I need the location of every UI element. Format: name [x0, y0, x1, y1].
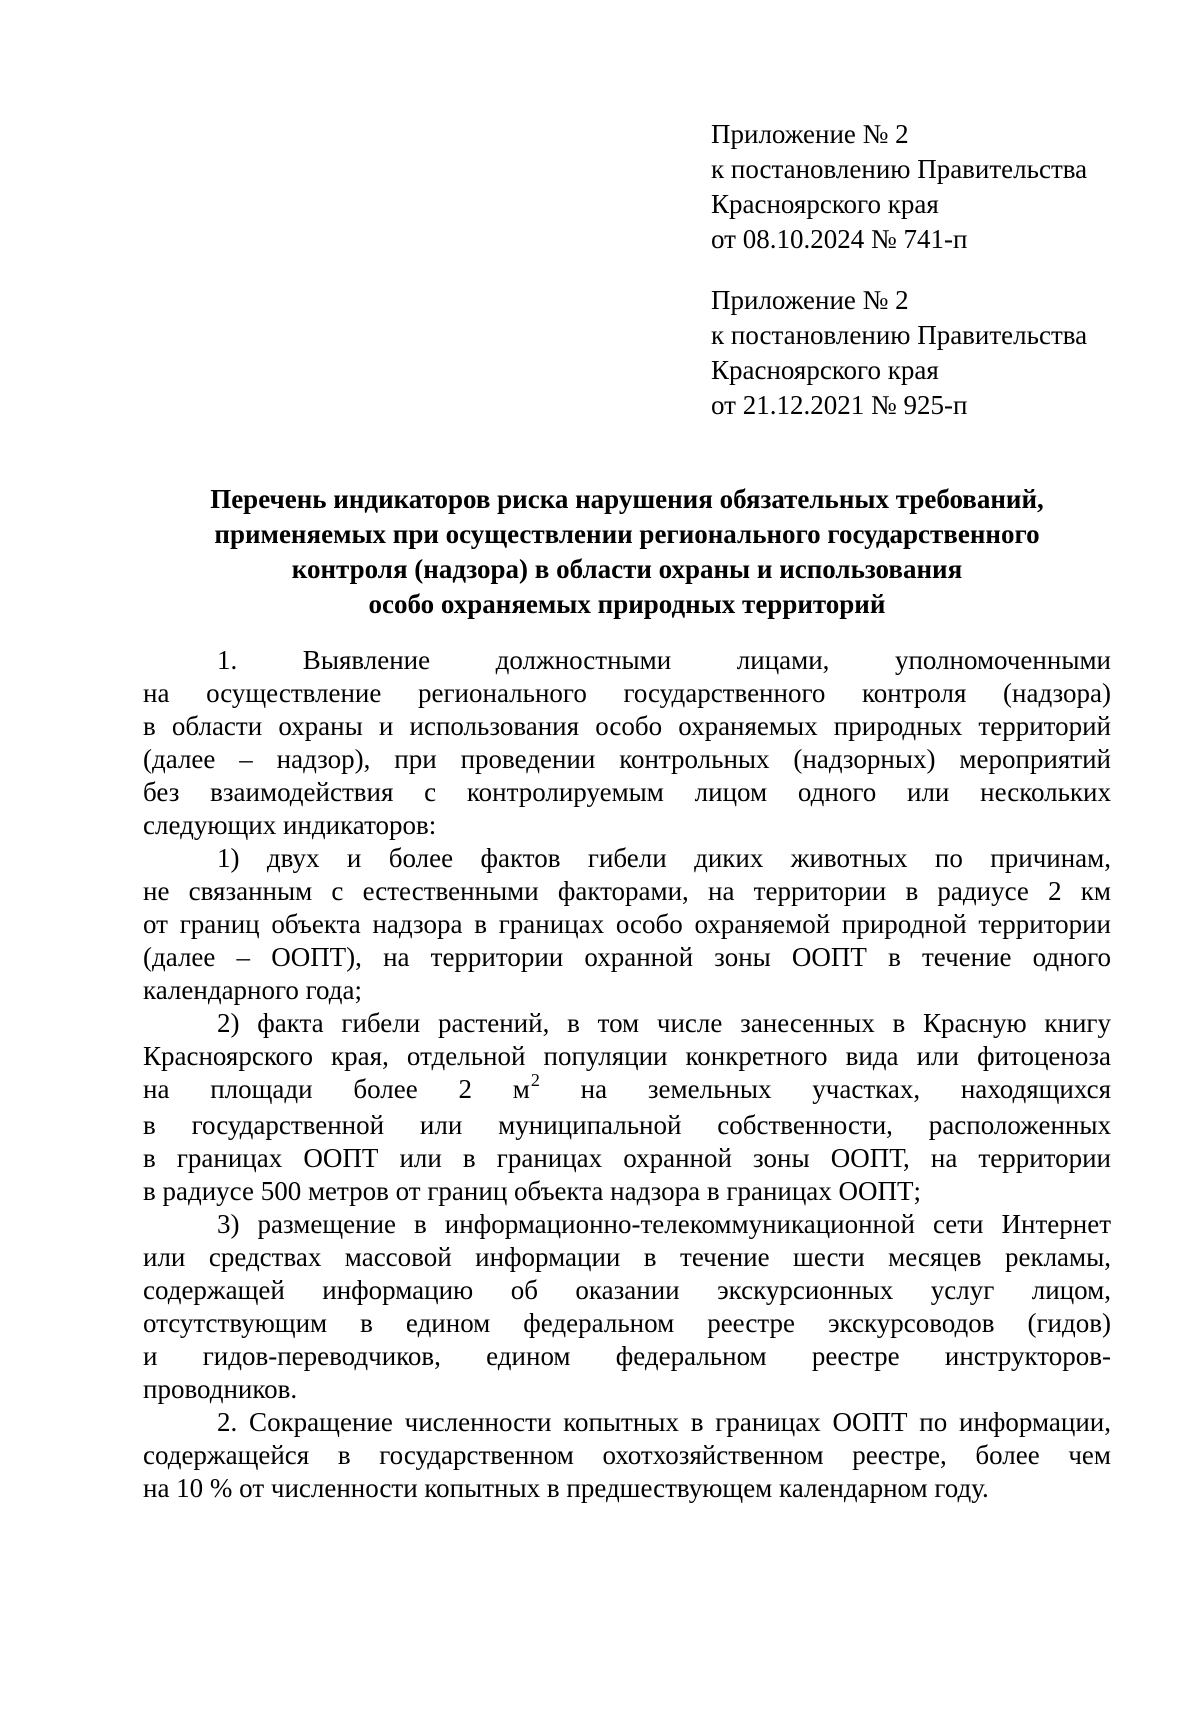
paragraph-line: 2. Сокращение численности копытных в границах ООПТ по информации,: [217, 1407, 1111, 1437]
paragraph-line: в границах ООПТ или в границах охранной зоны ООПТ, на территории: [143, 1143, 1111, 1173]
paragraph-line: от границ объекта надзора в границах особо охраняемой природной территории: [143, 909, 1111, 939]
appendix-line: к постановлению Правительства: [711, 320, 1088, 350]
paragraph-line: следующих индикаторов:: [143, 810, 437, 840]
paragraph-line: в государственной или муниципальной собственности, расположенных: [143, 1110, 1111, 1140]
area-text: на площади более 2 м: [143, 1074, 530, 1104]
document-title: [140, 482, 1114, 622]
paragraph-line: содержащейся в государственном охотхозяйственном реестре, более чем: [143, 1440, 1111, 1470]
area-text-tail: на земельных участках, находящихся: [580, 1074, 1111, 1104]
paragraph-line: на осуществление регионального государственного контроля (надзора): [143, 678, 1111, 708]
paragraph-line: Красноярского края, отдельной популяции конкретного вида или фитоценоза: [143, 1041, 1111, 1071]
list-item-1: [143, 842, 1111, 1007]
title-line: применяемых при осуществлении регионального государственного: [214, 519, 1040, 549]
paragraph-line: и гидов-переводчиков, едином федеральном реестре инструкторов-: [143, 1341, 1111, 1371]
paragraph-line: отсутствующим в едином федеральном реестре экскурсоводов (гидов): [143, 1308, 1111, 1338]
title-line: Перечень индикаторов риска нарушения обязательных требований,: [210, 484, 1044, 514]
appendix-line: Красноярского края: [711, 355, 939, 385]
title-line: особо охраняемых природных территорий: [368, 589, 886, 619]
appendix-reference-2024: [711, 117, 1151, 257]
paragraph-line: без взаимодействия с контролируемым лицом одного или нескольких: [143, 777, 1111, 807]
appendix-line: Красноярского края: [711, 189, 939, 219]
appendix-line: от 21.12.2021 № 925-п: [711, 390, 968, 420]
paragraph-line: 2) факта гибели растений, в том числе занесенных в Красную книгу: [217, 1008, 1111, 1038]
list-item-2: [143, 1007, 1111, 1208]
appendix-line: к постановлению Правительства: [711, 154, 1088, 184]
paragraph-line: проводников.: [143, 1374, 298, 1404]
paragraph-line: (далее – надзор), при проведении контрольных (надзорных) мероприятий: [143, 744, 1111, 774]
title-line: контроля (надзора) в области охраны и использования: [291, 554, 963, 584]
appendix-line: от 08.10.2024 № 741-п: [711, 224, 968, 254]
paragraph-line-with-superscript: [143, 1070, 1111, 1109]
appendix-reference-2021: [711, 283, 1151, 423]
paragraph-line: 1) двух и более фактов гибели диких животных по причинам,: [217, 843, 1111, 873]
paragraph-line: или средствах массовой информации в течение шести месяцев рекламы,: [143, 1242, 1111, 1272]
paragraph-line: 3) размещение в информационно-телекоммуникационной сети Интернет: [217, 1209, 1111, 1239]
paragraph-line: содержащей информацию об оказании экскурсионных услуг лицом,: [143, 1275, 1111, 1305]
paragraph-line: на 10 % от численности копытных в предшествующем календарном году.: [143, 1473, 989, 1503]
paragraph-line: 1. Выявление должностными лицами, уполномоченными: [217, 645, 1111, 675]
paragraph-line: не связанным с естественными факторами, на территории в радиусе 2 км: [143, 876, 1111, 906]
paragraph-line: (далее – ООПТ), на территории охранной зоны ООПТ в течение одного: [143, 942, 1111, 972]
list-item-3: [143, 1208, 1111, 1406]
appendix-line: Приложение № 2: [711, 119, 909, 149]
appendix-line: Приложение № 2: [711, 285, 909, 315]
document-body: [143, 644, 1111, 1505]
paragraph-line: в области охраны и использования особо охраняемых природных территорий: [143, 711, 1111, 741]
paragraph-1: [143, 644, 1111, 842]
paragraph-line: в радиусе 500 метров от границ объекта надзора в границах ООПТ;: [143, 1176, 922, 1206]
paragraph-line: календарного года;: [143, 975, 363, 1005]
superscript-square: 2: [530, 1070, 540, 1090]
paragraph-2: [143, 1406, 1111, 1505]
